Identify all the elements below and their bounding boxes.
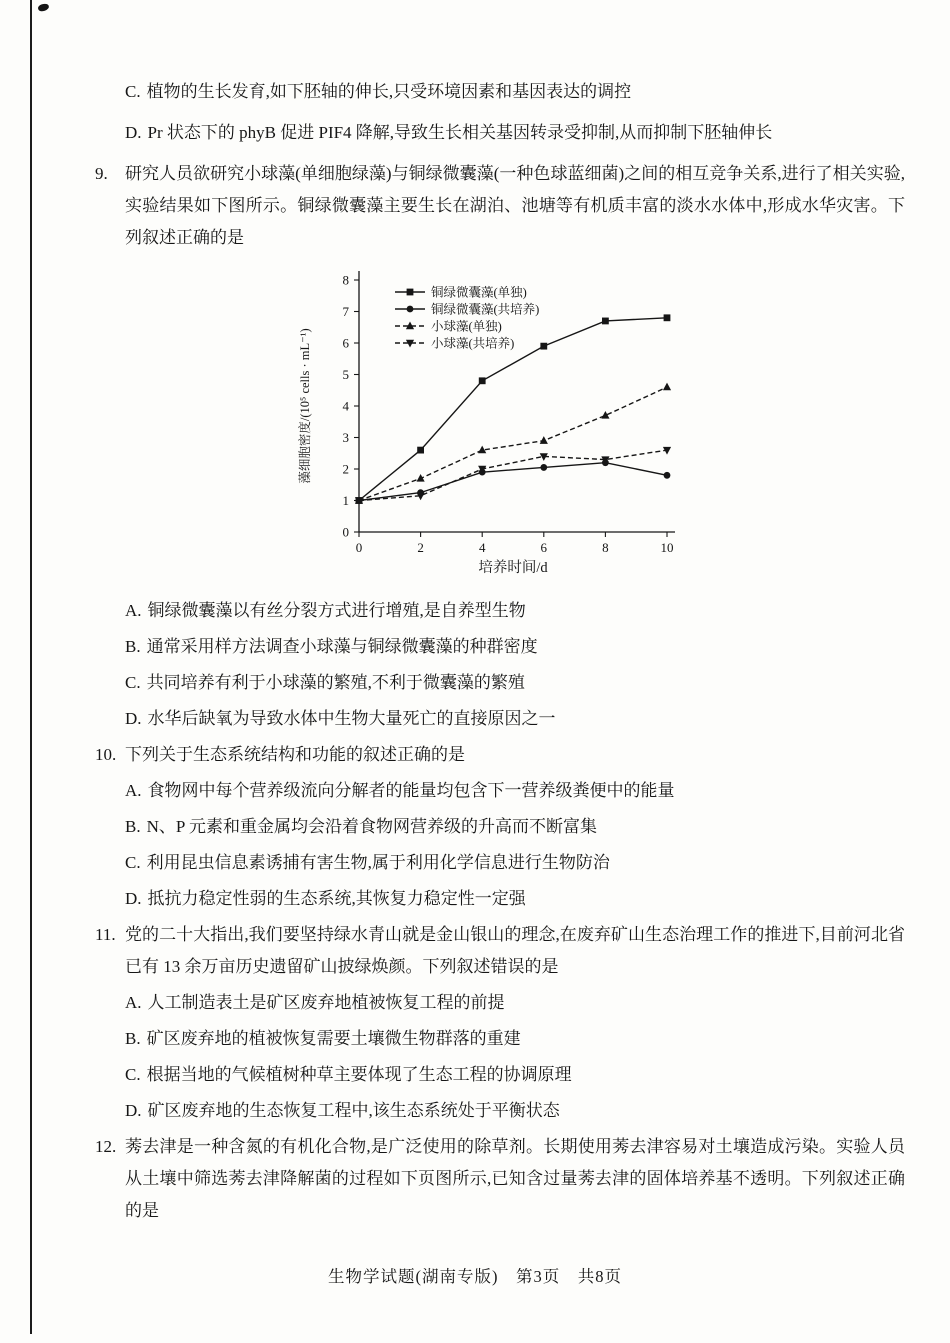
option-label: B. xyxy=(125,637,141,656)
option-text: 矿区废弃地的生态恢复工程中,该生态系统处于平衡状态 xyxy=(147,1101,560,1120)
option-text: 根据当地的气候植树种草主要体现了生态工程的协调原理 xyxy=(146,1065,572,1084)
svg-text:8: 8 xyxy=(342,272,349,288)
svg-text:0: 0 xyxy=(355,540,363,555)
svg-text:6: 6 xyxy=(540,540,548,555)
option-item xyxy=(125,1023,905,1055)
question-9 xyxy=(95,158,905,735)
question-number: 12. xyxy=(95,1137,117,1156)
option-text: 利用昆虫信息素诱捕有害生物,属于利用化学信息进行生物防治 xyxy=(146,853,610,872)
svg-text:铜绿微囊藻(单独): 铜绿微囊藻(单独) xyxy=(431,285,527,300)
question-stem-row xyxy=(95,158,905,254)
question-10 xyxy=(95,739,905,915)
option-label: B. xyxy=(125,1029,141,1048)
svg-text:4: 4 xyxy=(342,398,349,414)
question-stem: 莠去津是一种含氮的有机化合物,是广泛使用的除草剂。长期使用莠去津容易对土壤造成污染。实验人员从土壤中筛选莠去津降解菌的过程如下页图所示,已知含过量莠去津的固体培养基不透明。下列叙述正确的是 xyxy=(125,1137,905,1220)
question-number: 10. xyxy=(95,745,117,764)
option-item xyxy=(125,703,905,735)
svg-text:5: 5 xyxy=(342,367,349,382)
question-options xyxy=(125,987,905,1127)
option-item xyxy=(125,987,905,1019)
page-footer: 生物学试题(湖南专版) 第3页 共8页 xyxy=(328,1267,622,1286)
option-label: D. xyxy=(125,889,142,908)
option-text: 共同培养有利于小球藻的繁殖,不利于微囊藻的繁殖 xyxy=(146,673,525,692)
option-label: C. xyxy=(125,1065,141,1084)
svg-text:2: 2 xyxy=(417,540,424,555)
svg-text:0: 0 xyxy=(342,524,349,540)
svg-text:4: 4 xyxy=(478,540,486,555)
option-label: A. xyxy=(125,993,142,1012)
question-stem: 研究人员欲研究小球藻(单细胞绿藻)与铜绿微囊藻(一种色球蓝细菌)之间的相互竞争关系,进行了相关实验,实验结果如下图所示。铜绿微囊藻主要生长在湖泊、池塘等有机质丰富的淡水水体中,形成水华灾害。下列叙述正确的是 xyxy=(125,164,905,247)
question-stem: 下列关于生态系统结构和功能的叙述正确的是 xyxy=(125,745,465,764)
option-item xyxy=(125,1059,905,1091)
option-text: 水华后缺氧为导致水体中生物大量死亡的直接原因之一 xyxy=(147,709,556,728)
svg-text:7: 7 xyxy=(342,304,349,319)
option-item xyxy=(125,76,905,108)
option-item xyxy=(125,631,905,663)
question-stem-row xyxy=(95,1131,905,1227)
chart-svg xyxy=(293,264,697,576)
scan-edge-artifact xyxy=(30,0,32,1334)
question-11 xyxy=(95,919,905,1127)
option-item xyxy=(125,883,905,915)
svg-text:培养时间/d: 培养时间/d xyxy=(478,560,548,576)
option-item xyxy=(125,775,905,807)
option-label: C. xyxy=(125,673,141,692)
question-number: 9. xyxy=(95,164,108,183)
option-item xyxy=(125,117,905,149)
svg-text:8: 8 xyxy=(602,540,609,555)
question-stem-row xyxy=(95,919,905,983)
option-text: N、P 元素和重金属均会沿着食物网营养级的升高而不断富集 xyxy=(146,817,597,836)
option-item xyxy=(125,667,905,699)
option-text: Pr 状态下的 phyB 促进 PIF4 降解,导致生长相关基因转录受抑制,从而抑制下胚轴伸长 xyxy=(147,123,773,142)
option-label: C. xyxy=(125,853,141,872)
question-number: 11. xyxy=(95,925,116,944)
option-label: A. xyxy=(125,781,142,800)
option-label: D. xyxy=(125,123,142,142)
algae-density-line-chart xyxy=(293,264,697,587)
question-options xyxy=(125,775,905,915)
svg-text:藻细胞密度/(10⁵ cells · mL⁻¹): 藻细胞密度/(10⁵ cells · mL⁻¹) xyxy=(298,328,312,484)
option-text: 植物的生长发育,如下胚轴的伸长,只受环境因素和基因表达的调控 xyxy=(146,82,632,101)
svg-text:1: 1 xyxy=(342,493,349,508)
option-label: A. xyxy=(125,601,142,620)
option-label: B. xyxy=(125,817,141,836)
svg-text:10: 10 xyxy=(660,540,674,555)
question-12 xyxy=(95,1131,905,1227)
option-item xyxy=(125,595,905,627)
question-options xyxy=(125,595,905,735)
option-item xyxy=(125,847,905,879)
option-text: 通常采用样方法调查小球藻与铜绿微囊藻的种群密度 xyxy=(146,637,538,656)
option-text: 抵抗力稳定性弱的生态系统,其恢复力稳定性一定强 xyxy=(147,889,526,908)
svg-text:小球藻(单独): 小球藻(单独) xyxy=(431,319,502,334)
option-item xyxy=(125,811,905,843)
option-label: D. xyxy=(125,1101,142,1120)
option-label: C. xyxy=(125,82,141,101)
option-text: 矿区废弃地的植被恢复需要土壤微生物群落的重建 xyxy=(146,1029,521,1048)
option-item xyxy=(125,1095,905,1127)
svg-text:3: 3 xyxy=(342,430,349,445)
svg-text:小球藻(共培养): 小球藻(共培养) xyxy=(431,336,515,351)
option-text: 人工制造表土是矿区废弃地植被恢复工程的前提 xyxy=(147,993,505,1012)
svg-text:2: 2 xyxy=(342,461,349,477)
question-stem-row xyxy=(95,739,905,771)
option-text: 铜绿微囊藻以有丝分裂方式进行增殖,是自养型生物 xyxy=(147,601,526,620)
question-stem: 党的二十大指出,我们要坚持绿水青山就是金山银山的理念,在废弃矿山生态治理工作的推进下,目前河北省已有 13 余万亩历史遗留矿山披绿焕颜。下列叙述错误的是 xyxy=(125,925,905,976)
svg-text:铜绿微囊藻(共培养): 铜绿微囊藻(共培养) xyxy=(431,302,540,317)
carryover-options xyxy=(125,76,905,149)
option-label: D. xyxy=(125,709,142,728)
svg-text:6: 6 xyxy=(342,335,349,351)
option-text: 食物网中每个营养级流向分解者的能量均包含下一营养级粪便中的能量 xyxy=(147,781,675,800)
